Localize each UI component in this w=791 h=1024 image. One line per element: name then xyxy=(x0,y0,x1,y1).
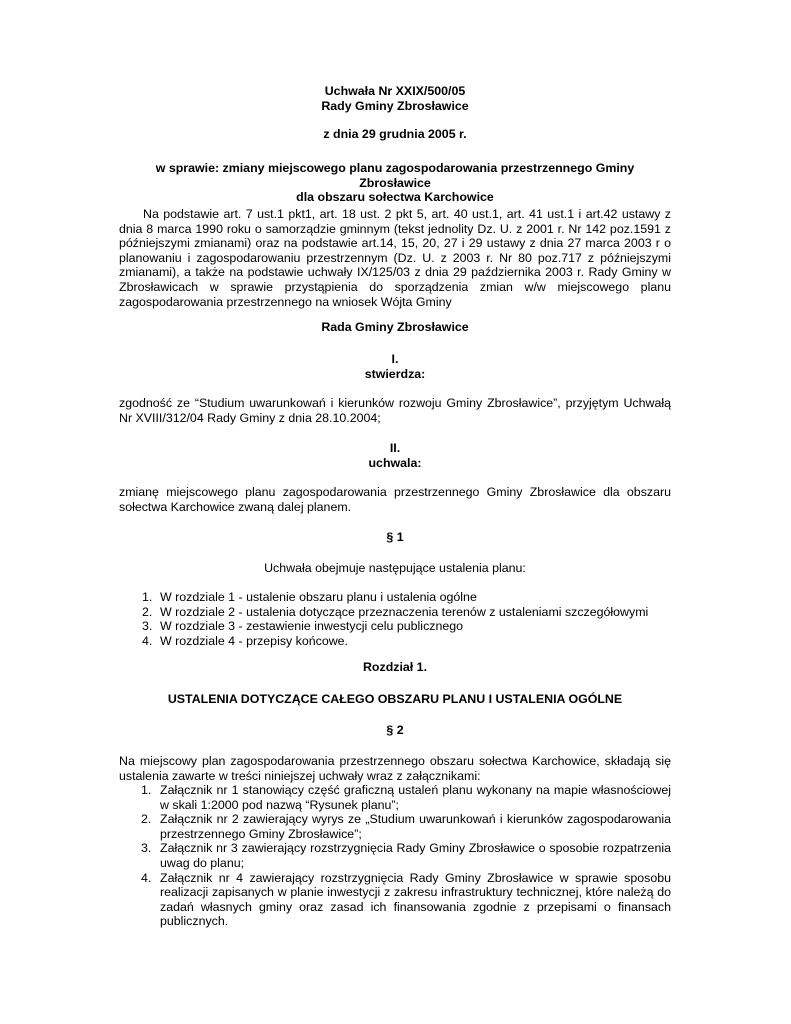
list-item: 4. Załącznik nr 4 zawierający rozstrzygnięcia Rady Gminy Zbrosławice w sprawie sposobu realizacji zapisanych w planie inwestycji z zakresu infrastruktury technicznej, które należą do zadań własnych gminy oraz zasad ich finansowania zgodnie z przepisami o finansach publicznych. xyxy=(141,870,671,929)
council-name-header: Rady Gminy Zbrosławice xyxy=(321,98,469,113)
part-2-verb: uchwala: xyxy=(368,455,422,470)
list-item: 2. Załącznik nr 2 zawierający wyrys ze „Studium uwarunkowań i kierunków zagospodarowania przestrzennego Gminy Zbrosławice”; xyxy=(141,812,671,841)
resolution-number: Uchwała Nr XXIX/500/05 xyxy=(324,84,466,98)
list-item: 1. Załącznik nr 1 stanowiący część graficzną ustaleń planu wykonany na mapie własnościowej w skali 1:2000 pod nazwą “Rysunek planu”; xyxy=(141,783,671,812)
section-1-heading: § 1 xyxy=(386,530,404,544)
list-item: 3. Załącznik nr 3 zawierający rozstrzygnięcia Rady Gminy Zbrosławice o sposobie rozpatrzenia uwag do planu; xyxy=(141,841,671,870)
council-heading: Rada Gminy Zbrosławice xyxy=(321,320,469,334)
list-item: 1. W rozdziale 1 - ustalenie obszaru planu i ustalenia ogólne xyxy=(142,590,477,604)
part-2-heading xyxy=(119,441,671,470)
part-1-text: zgodność ze “Studium uwarunkowań i kierunków rozwoju Gminy Zbrosławice”, przyjętym Uchwałą Nr XVIII/312/04 Rady Gminy z dnia 28.10.2004; xyxy=(119,396,671,425)
list-item: 3. W rozdziale 3 - zestawienie inwestycji celu publicznego xyxy=(142,619,464,634)
resolution-subject xyxy=(119,161,671,205)
part-1-numeral: I. xyxy=(391,352,399,366)
legal-basis-paragraph: Na podstawie art. 7 ust.1 pkt1, art. 18 ust. 2 pkt 5, art. 40 ust.1, art. 41 ust.1 i art.42 ustawy z dnia 8 marca 1990 roku o samorządzie gminnym (tekst jednolity Dz. U. z 2001 r. Nr 142 poz.1591 z późniejszymi zmianami) oraz na podstawie art.14, 15, 20, 27 i 29 ustawy z dnia 27 marca 2003 r o planowaniu i zagospodarowaniu przestrzennym (Dz. U. z 2003 r. Nr 80 poz.717 z późniejszymi zmianami), a także na podstawie uchwały IX/125/03 z dnia 29 października 2003 r. Rady Gminy w Zbrosławicach w sprawie przystąpienia do sporządzenia zmian w/w miejscowego planu zagospodarowania przestrzennego na wniosek Wójta Gminy xyxy=(119,207,671,309)
section-2-list xyxy=(119,783,671,929)
part-2-numeral: II. xyxy=(389,441,401,455)
part-2-text: zmianę miejscowego planu zagospodarowania przestrzennego Gminy Zbrosławice dla obszaru sołectwa Karchowice zwaną dalej planem. xyxy=(119,485,671,514)
resolution-title xyxy=(119,84,671,113)
subject-line-2: dla obszaru sołectwa Karchowice xyxy=(296,190,494,205)
resolution-date: z dnia 29 grudnia 2005 r. xyxy=(323,127,467,141)
section-2-heading: § 2 xyxy=(386,723,404,737)
part-1-heading xyxy=(119,352,671,381)
section-2-intro: Na miejscowy plan zagospodarowania przestrzennego obszaru sołectwa Karchowice, składają się ustalenia zawarte w treści niniejszej uchwały wraz z załącznikami: xyxy=(119,754,671,783)
subject-line-1: w sprawie: zmiany miejscowego planu zagospodarowania przestrzennego Gminy Zbrosławice xyxy=(155,161,635,190)
section-1-list xyxy=(119,590,671,648)
list-item: 4. W rozdziale 4 - przepisy końcowe. xyxy=(142,633,348,648)
chapter-1-title: USTALENIA DOTYCZĄCE CAŁEGO OBSZARU PLANU I USTALENIA OGÓLNE xyxy=(167,692,623,706)
section-1-intro: Uchwała obejmuje następujące ustalenia planu: xyxy=(264,561,526,575)
chapter-1-heading: Rozdział 1. xyxy=(362,660,428,674)
list-item: 2. W rozdziale 2 - ustalenia dotyczące przeznaczenia terenów z ustaleniami szczegółowymi xyxy=(142,604,649,619)
part-1-verb: stwierdza: xyxy=(364,366,426,381)
